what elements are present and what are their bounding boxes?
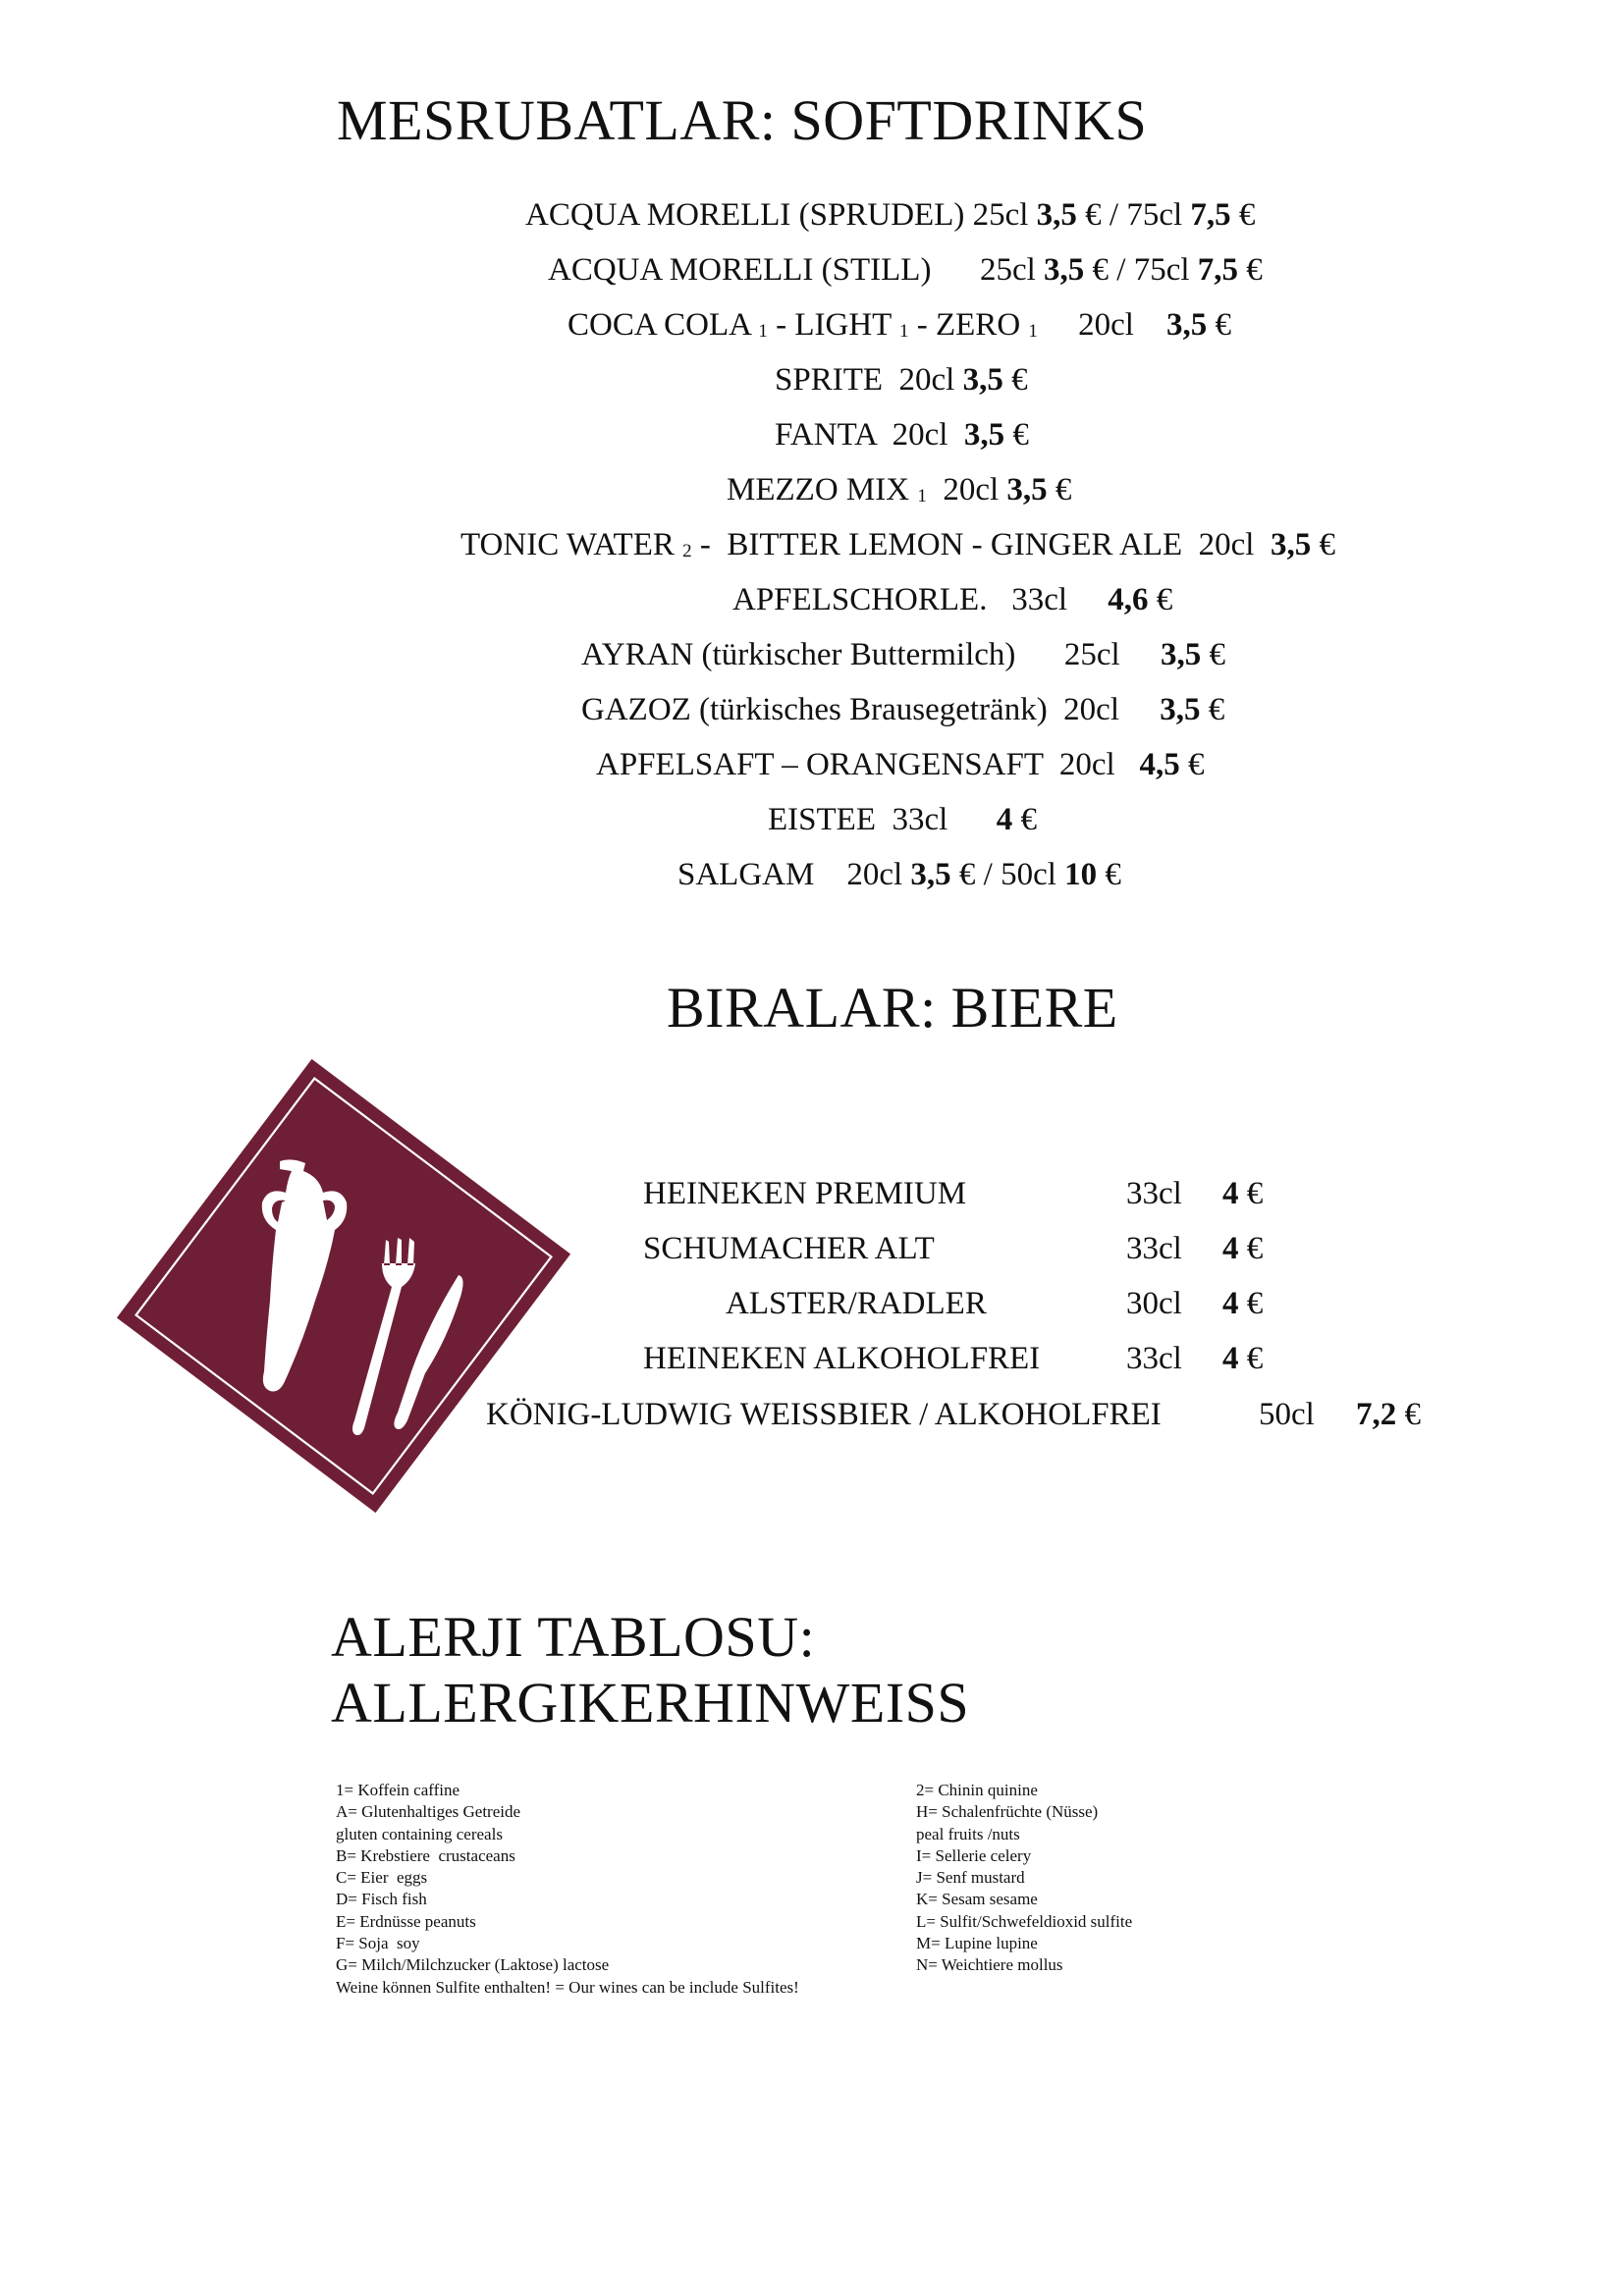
beer-name: HEINEKEN ALKOHOLFREI: [643, 1341, 1041, 1376]
allergy-entry: B= Krebstiere crustaceans: [336, 1845, 515, 1865]
menu-item-gazoz: GAZOZ (türkisches Brausegetränk) 20cl 3,5 €: [581, 692, 1225, 727]
menu-item-acqua-still: ACQUA MORELLI (STILL) 25cl 3,5 € / 75cl 7,5 €: [548, 252, 1263, 288]
allergy-entry: G= Milch/Milchzucker (Laktose) lactose: [336, 1955, 610, 1975]
beer-price: 4 €: [1222, 1286, 1264, 1321]
allergy-entry: I= Sellerie celery: [916, 1845, 1032, 1865]
menu-item-fanta: FANTA 20cl 3,5 €: [775, 417, 1029, 453]
allergy-entry: K= Sesam sesame: [916, 1890, 1038, 1909]
allergy-entry: J= Senf mustard: [916, 1868, 1025, 1888]
menu-item-apfelsaft: APFELSAFT – ORANGENSAFT 20cl 4,5 €: [596, 747, 1205, 782]
beer-name: KÖNIG-LUDWIG WEISSBIER / ALKOHOLFREI: [486, 1397, 1162, 1432]
allergy-entry: D= Fisch fish: [336, 1890, 427, 1909]
menu-item-sprite: SPRITE 20cl 3,5 €: [775, 362, 1028, 398]
allergy-title-line2: ALLERGIKERHINWEISS: [331, 1671, 970, 1735]
allergy-entry: N= Weichtiere mollus: [916, 1955, 1063, 1975]
beer-name: HEINEKEN PREMIUM: [643, 1176, 967, 1211]
allergy-list-right: [916, 1780, 1132, 1977]
allergy-entry: 2= Chinin quinine: [916, 1781, 1038, 1799]
menu-item-mezzo-mix: MEZZO MIX 1 20cl 3,5 €: [727, 472, 1072, 507]
menu-item-tonic-water: TONIC WATER 2 - BITTER LEMON - GINGER ALE 20cl 3,5 €: [460, 527, 1335, 562]
beer-volume: 33cl: [1126, 1176, 1182, 1211]
wine-sulfite-note: Weine können Sulfite enthalten! = Our wines can be include Sulfites!: [336, 1977, 799, 1997]
allergy-entry: L= Sulfit/Schwefeldioxid sulfite: [916, 1911, 1133, 1931]
menu-item-eistee: EISTEE 33cl 4 €: [768, 802, 1038, 837]
allergy-title-line1: ALERJI TABLOSU:: [331, 1605, 816, 1669]
beer-price: 4 €: [1222, 1231, 1264, 1266]
beer-volume: 50cl: [1259, 1397, 1315, 1432]
menu-item-ayran: AYRAN (türkischer Buttermilch) 25cl 3,5 €: [581, 637, 1225, 672]
menu-item-apfelschorle: APFELSCHORLE. 33cl 4,6 €: [732, 582, 1173, 617]
menu-item-acqua-sprudel: ACQUA MORELLI (SPRUDEL) 25cl 3,5 € / 75cl 7,5 €: [525, 197, 1256, 233]
beer-volume: 33cl: [1126, 1341, 1182, 1376]
beer-name: ALSTER/RADLER: [726, 1286, 987, 1321]
allergy-entry: H= Schalenfrüchte (Nüsse): [916, 1802, 1099, 1822]
menu-item-salgam: SALGAM 20cl 3,5 € / 50cl 10 €: [677, 857, 1121, 892]
beers-title: BIRALAR: BIERE: [667, 976, 1118, 1040]
beer-price: 7,2 €: [1356, 1397, 1421, 1432]
beer-price: 4 €: [1222, 1176, 1264, 1211]
softdrinks-title: MESRUBATLAR: SOFTDRINKS: [337, 88, 1148, 152]
allergy-entry: A= Glutenhaltiges Getreide: [336, 1802, 521, 1822]
restaurant-logo-icon: [113, 1055, 574, 1517]
allergy-entry: 1= Koffein caffine: [336, 1781, 460, 1799]
beer-price: 4 €: [1222, 1341, 1264, 1376]
allergy-entry: F= Soja soy: [336, 1934, 420, 1953]
beer-volume: 30cl: [1126, 1286, 1182, 1321]
allergy-entry: M= Lupine lupine: [916, 1934, 1038, 1953]
allergy-entry: E= Erdnüsse peanuts: [336, 1911, 476, 1931]
allergy-entry: peal fruits /nuts: [916, 1824, 1020, 1843]
allergy-entry: gluten containing cereals: [336, 1824, 503, 1843]
beer-volume: 33cl: [1126, 1231, 1182, 1266]
allergy-entry: C= Eier eggs: [336, 1868, 428, 1888]
beer-name: SCHUMACHER ALT: [643, 1231, 935, 1266]
menu-item-coca-cola: COCA COLA 1 - LIGHT 1 - ZERO 1 20cl 3,5 €: [568, 307, 1231, 343]
allergy-list-left: [336, 1780, 799, 1999]
